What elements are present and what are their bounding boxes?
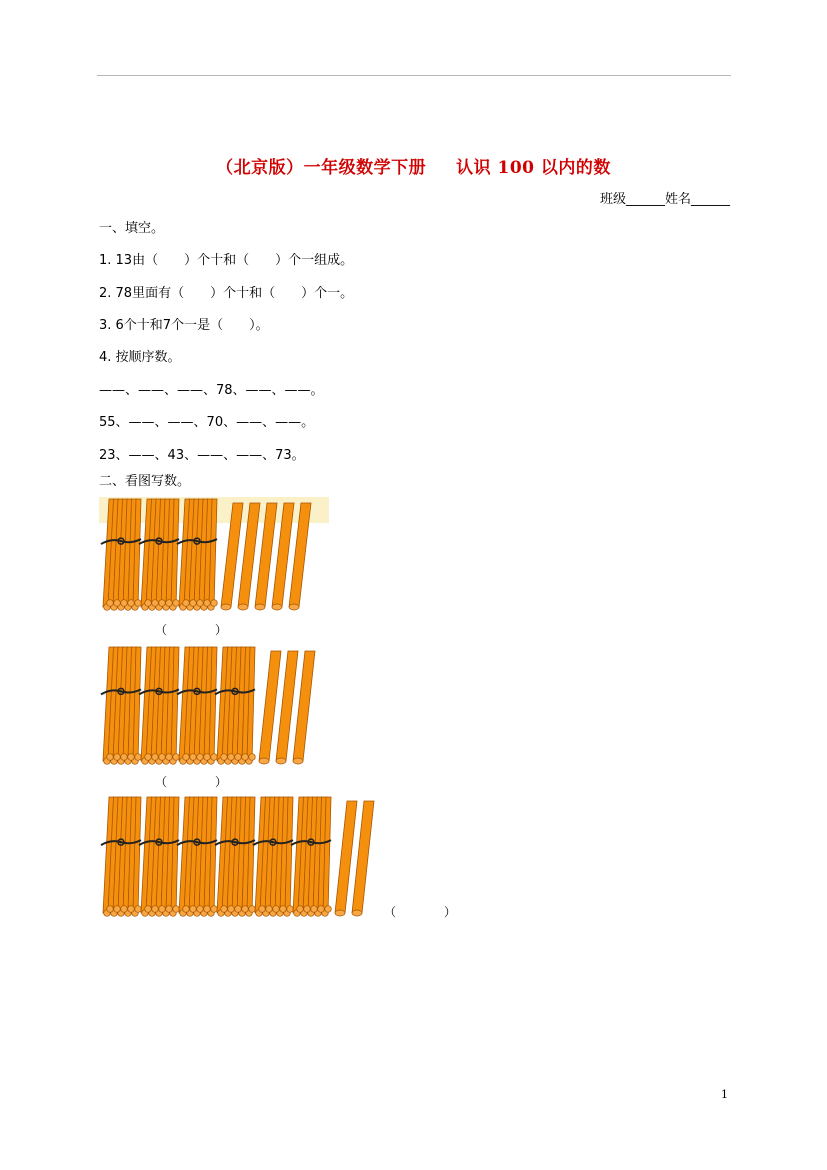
question-4: 4. 按顺序数。 (99, 350, 181, 365)
stick-bundle (253, 797, 293, 916)
sticks-picture-3 (99, 795, 375, 919)
stick-bundle (101, 647, 141, 764)
sequence-row-2: 55、——、——、70、——、——。 (99, 415, 315, 430)
answer-blank-2[interactable]: （ ） (155, 775, 228, 789)
stick-bundle (139, 647, 179, 764)
stick-bundle (101, 797, 141, 916)
section2-heading: 二、看图写数。 (99, 474, 191, 489)
sticks-picture-1 (99, 497, 329, 613)
stick-bundle (139, 797, 179, 916)
title-topic: 认识 100 以内的数 (456, 158, 611, 178)
section1-heading: 一、填空。 (99, 221, 165, 236)
page-number: 1 (721, 1088, 728, 1101)
title-grade: （北京版）一年级数学下册 (216, 158, 427, 178)
question-3: 3. 6个十和7个一是（ ）。 (99, 318, 269, 333)
stick-bundle (177, 647, 217, 764)
sequence-row-1: ——、——、——、78、——、——。 (99, 383, 324, 398)
sticks-picture-2 (99, 645, 329, 767)
question-2: 2. 78里面有（ ）个十和（ ）个一。 (99, 286, 354, 301)
sequence-row-3: 23、——、43、——、——、73。 (99, 448, 305, 463)
stick-bundle (291, 797, 331, 916)
header-rule (97, 75, 731, 76)
question-1: 1. 13由（ ）个十和（ ）个一组成。 (99, 253, 354, 268)
stick-bundle (215, 647, 255, 764)
answer-blank-1[interactable]: （ ） (155, 623, 228, 637)
stick-bundle (177, 797, 217, 916)
answer-blank-3[interactable]: （ ） (384, 905, 457, 919)
page-title (0, 153, 827, 178)
class-name-line: 班级______姓名______ (599, 192, 730, 207)
stick-bundle (215, 797, 255, 916)
